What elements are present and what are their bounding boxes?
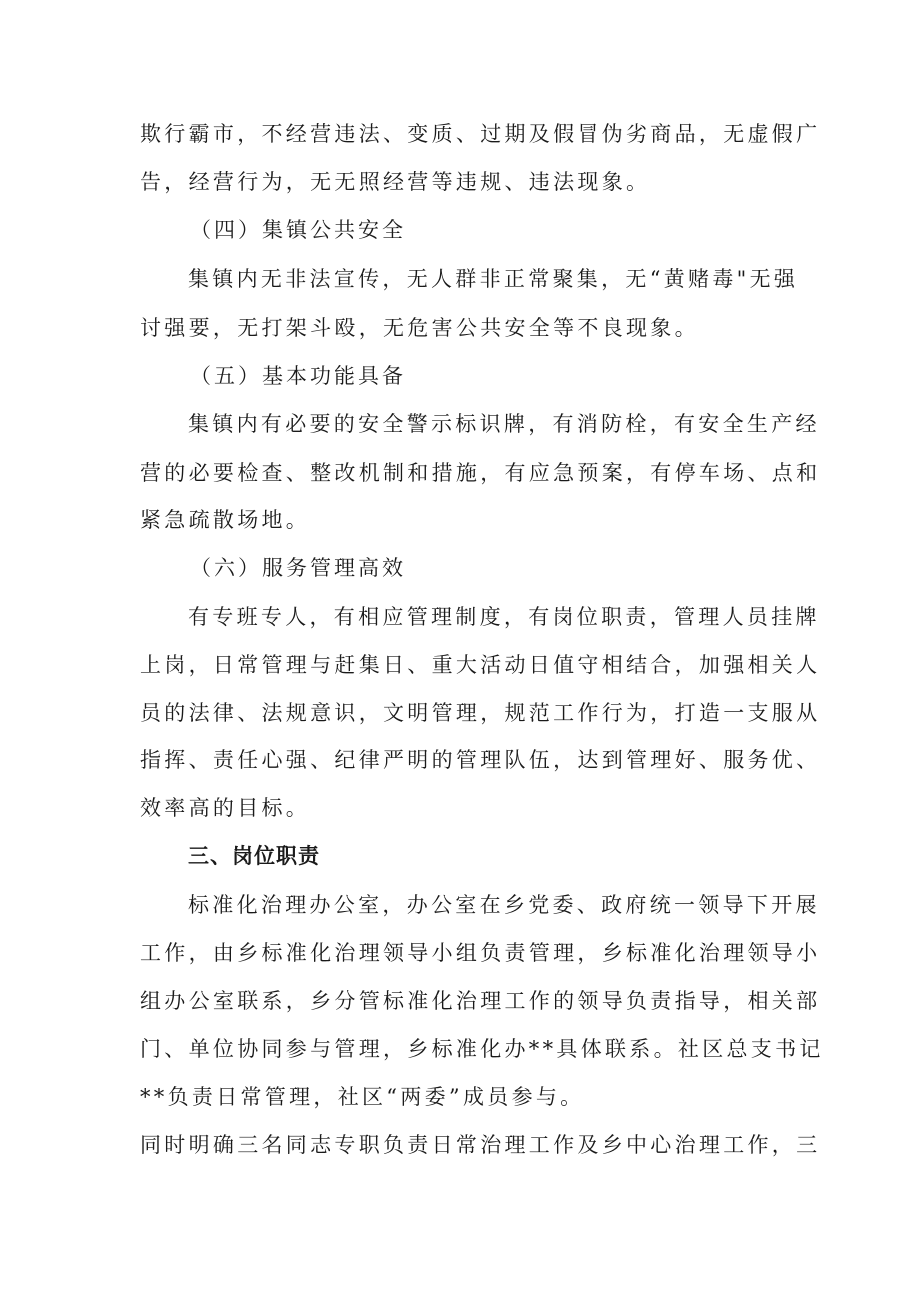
paragraph-line: 指挥、责任心强、纪律严明的管理队伍，达到管理好、服务优、 bbox=[140, 748, 821, 772]
paragraph-line: 标准化治理办公室，办公室在乡党委、政府统一领导下开展 bbox=[188, 893, 820, 917]
paragraph-line: 欺行霸市，不经营违法、变质、过期及假冒伪劣商品，无虚假广 bbox=[140, 122, 821, 146]
paragraph-line: 员的法律、法规意识，文明管理，规范工作行为，打造一支服从 bbox=[140, 701, 821, 725]
paragraph-line: 效率高的目标。 bbox=[140, 796, 311, 820]
paragraph-line: 有专班专人，有相应管理制度，有岗位职责，管理人员挂牌 bbox=[188, 605, 820, 629]
subsection-heading-6: （六）服务管理高效 bbox=[190, 556, 406, 580]
subsection-heading-4: （四）集镇公共安全 bbox=[190, 218, 406, 242]
paragraph-line: 紧急疏散场地。 bbox=[140, 508, 311, 532]
paragraph-line: **负责日常管理，社区“两委”成员参与。 bbox=[140, 1085, 585, 1109]
section-heading: 三、岗位职责 bbox=[188, 844, 320, 868]
paragraph-line: 上岗，日常管理与赶集日、重大活动日值守相结合，加强相关人 bbox=[140, 653, 821, 677]
paragraph-line: 门、单位协同参与管理，乡标准化办**具体联系。社区总支书记 bbox=[140, 1037, 824, 1061]
paragraph-line: 营的必要检查、整改机制和措施，有应急预案，有停车场、点和 bbox=[140, 461, 821, 485]
subsection-heading-5: （五）基本功能具备 bbox=[190, 364, 406, 388]
paragraph-line: 讨强要，无打架斗殴，无危害公共安全等不良现象。 bbox=[140, 316, 699, 340]
paragraph-line: 集镇内无非法宣传，无人群非正常聚集，无“黄赌毒"无强 bbox=[188, 267, 799, 291]
paragraph-line: 告，经营行为，无无照经营等违规、违法现象。 bbox=[140, 170, 651, 194]
paragraph-line: 工作，由乡标准化治理领导小组负责管理，乡标准化治理领导小 bbox=[140, 941, 821, 965]
paragraph-line: 同时明确三名同志专职负责日常治理工作及乡中心治理工作，三 bbox=[140, 1133, 821, 1157]
paragraph-line: 集镇内有必要的安全警示标识牌，有消防栓，有安全生产经 bbox=[188, 412, 820, 436]
paragraph-line: 组办公室联系，乡分管标准化治理工作的领导负责指导，相关部 bbox=[140, 989, 821, 1013]
